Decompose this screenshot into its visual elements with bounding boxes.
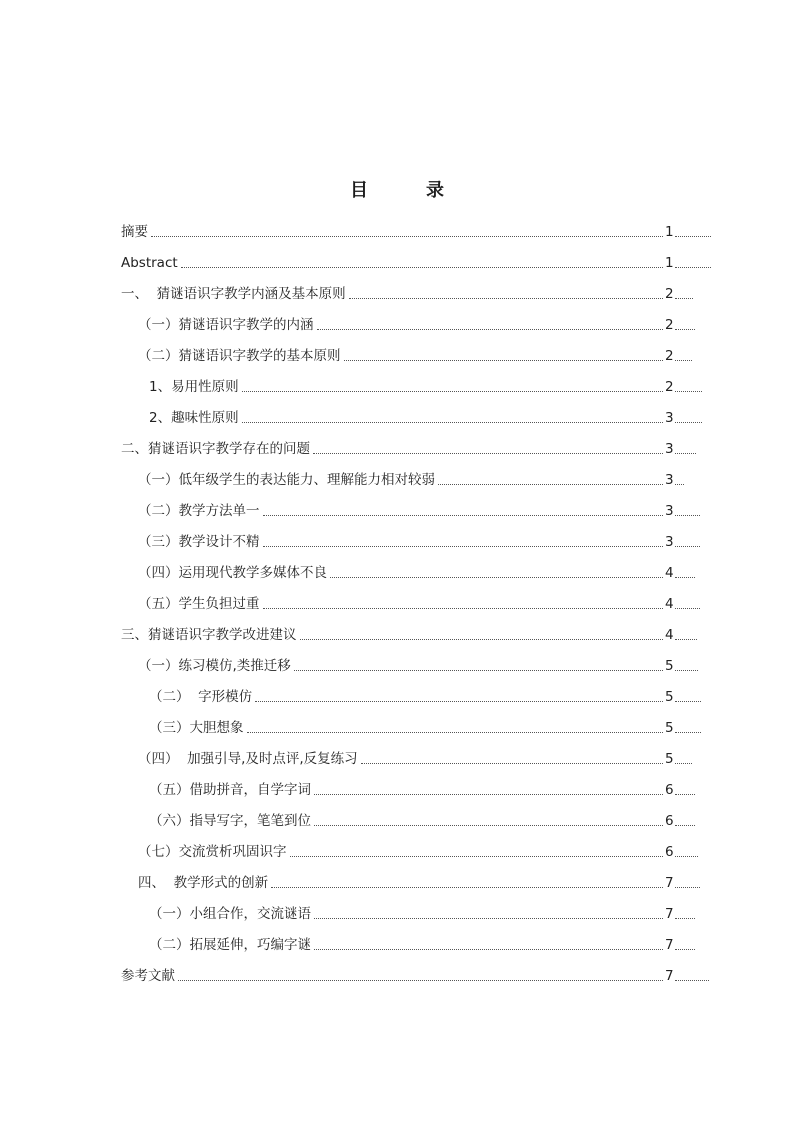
toc-entry[interactable] xyxy=(121,271,693,302)
toc-leader-dots xyxy=(263,607,664,609)
toc-leader-dots xyxy=(330,576,663,578)
toc-entry-label: 参考文献 xyxy=(121,968,175,984)
toc-trailing-dots xyxy=(675,948,695,950)
toc-entry[interactable] xyxy=(138,457,684,488)
toc-entry-label: （三）教学设计不精 xyxy=(138,534,260,550)
toc-leader-dots xyxy=(361,762,663,764)
toc-entry-page: 4 xyxy=(665,596,674,612)
toc-trailing-dots xyxy=(675,359,692,361)
toc-trailing-dots xyxy=(675,545,700,547)
toc-entry-page: 2 xyxy=(665,379,674,395)
toc-entry[interactable] xyxy=(149,922,695,953)
toc-leader-dots xyxy=(314,948,663,950)
toc-trailing-dots xyxy=(675,452,696,454)
toc-entry-label: （二）拓展延伸，巧编字谜 xyxy=(149,937,311,953)
toc-leader-dots xyxy=(271,886,663,888)
toc-entry[interactable] xyxy=(138,333,692,364)
toc-entry-page: 6 xyxy=(665,844,674,860)
toc-entry-label: （一）小组合作，交流谜语 xyxy=(149,906,311,922)
toc-entry[interactable] xyxy=(149,674,701,705)
toc-leader-dots xyxy=(300,638,664,640)
toc-entry[interactable] xyxy=(138,519,700,550)
toc-entry[interactable] xyxy=(138,860,700,891)
toc-leader-dots xyxy=(344,359,664,361)
toc-entry[interactable] xyxy=(121,953,709,984)
toc-entry-page: 1 xyxy=(665,224,674,240)
toc-entry-page: 3 xyxy=(665,441,674,457)
toc-entry-label: （二） 字形模仿 xyxy=(149,689,253,705)
toc-entry[interactable] xyxy=(149,891,695,922)
toc-trailing-dots xyxy=(675,328,695,330)
toc-entry-label: （一）练习模仿,类推迁移 xyxy=(138,658,291,674)
toc-entry-label: （二）猜谜语识字教学的基本原则 xyxy=(138,348,341,364)
toc-entry-page: 2 xyxy=(665,286,674,302)
toc-leader-dots xyxy=(242,390,663,392)
toc-entry-page: 2 xyxy=(665,317,674,333)
toc-entry-label: （五）学生负担过重 xyxy=(138,596,260,612)
toc-entry-label: （六）指导写字，笔笔到位 xyxy=(149,813,311,829)
toc-entry[interactable] xyxy=(149,798,695,829)
toc-leader-dots xyxy=(247,731,664,733)
toc-entry-label: 二、猜谜语识字教学存在的问题 xyxy=(121,441,310,457)
toc-trailing-dots xyxy=(675,824,695,826)
toc-entry-label: Abstract xyxy=(121,255,178,271)
toc-leader-dots xyxy=(242,421,663,423)
toc-trailing-dots xyxy=(675,483,684,485)
toc-trailing-dots xyxy=(675,576,695,578)
toc-entry-page: 7 xyxy=(665,937,674,953)
toc-entry-page: 4 xyxy=(665,627,674,643)
toc-entry-page: 6 xyxy=(665,813,674,829)
toc-entry[interactable] xyxy=(149,767,695,798)
toc-leader-dots xyxy=(263,514,664,516)
toc-leader-dots xyxy=(317,328,664,330)
toc-leader-dots xyxy=(438,483,663,485)
toc-entry-label: （四）运用现代教学多媒体不良 xyxy=(138,565,327,581)
toc-entry-label: （二）教学方法单一 xyxy=(138,503,260,519)
toc-trailing-dots xyxy=(675,669,698,671)
toc-entry-page: 4 xyxy=(665,565,674,581)
toc-entry-label: （七）交流赏析巩固识字 xyxy=(138,844,287,860)
toc-entry-page: 7 xyxy=(665,875,674,891)
toc-leader-dots xyxy=(314,917,663,919)
toc-trailing-dots xyxy=(675,638,697,640)
toc-trailing-dots xyxy=(675,235,711,237)
toc-trailing-dots xyxy=(675,421,702,423)
toc-entry[interactable] xyxy=(138,550,695,581)
toc-entry[interactable] xyxy=(121,209,711,240)
toc-entry[interactable] xyxy=(149,395,702,426)
toc-entry[interactable] xyxy=(138,643,698,674)
toc-leader-dots xyxy=(255,700,663,702)
toc-trailing-dots xyxy=(675,979,709,981)
toc-trailing-dots xyxy=(675,390,702,392)
toc-entry[interactable] xyxy=(121,240,711,271)
toc-entry-page: 7 xyxy=(665,906,674,922)
toc-trailing-dots xyxy=(675,700,701,702)
toc-leader-dots xyxy=(314,824,663,826)
toc-entry[interactable] xyxy=(121,612,697,643)
toc-entry[interactable] xyxy=(149,705,701,736)
toc-leader-dots xyxy=(181,266,663,268)
toc-entry-label: 一、 猜谜语识字教学内涵及基本原则 xyxy=(121,286,346,302)
toc-entry[interactable] xyxy=(138,302,695,333)
toc-entry-page: 3 xyxy=(665,410,674,426)
toc-entry-page: 5 xyxy=(665,720,674,736)
toc-entry-page: 3 xyxy=(665,472,674,488)
toc-trailing-dots xyxy=(675,607,700,609)
toc-trailing-dots xyxy=(675,793,695,795)
toc-trailing-dots xyxy=(675,297,693,299)
toc-entry-page: 5 xyxy=(665,689,674,705)
toc-entry[interactable] xyxy=(138,488,700,519)
toc-trailing-dots xyxy=(675,855,698,857)
toc-entry-label: （一）低年级学生的表达能力、理解能力相对较弱 xyxy=(138,472,435,488)
toc-entry-page: 2 xyxy=(665,348,674,364)
toc-entry[interactable] xyxy=(138,736,692,767)
toc-leader-dots xyxy=(313,452,663,454)
toc-trailing-dots xyxy=(675,731,701,733)
toc-entry-page: 7 xyxy=(665,968,674,984)
toc-trailing-dots xyxy=(675,886,700,888)
toc-entry[interactable] xyxy=(149,364,702,395)
toc-trailing-dots xyxy=(675,514,700,516)
toc-entry-page: 3 xyxy=(665,534,674,550)
toc-entry-label: 1、易用性原则 xyxy=(149,379,239,395)
toc-entry[interactable] xyxy=(121,426,696,457)
toc-entry[interactable] xyxy=(138,581,700,612)
toc-trailing-dots xyxy=(675,762,692,764)
toc-leader-dots xyxy=(290,855,664,857)
toc-leader-dots xyxy=(349,297,663,299)
toc-entry-page: 6 xyxy=(665,782,674,798)
toc-entry-label: （一）猜谜语识字教学的内涵 xyxy=(138,317,314,333)
toc-entry-page: 5 xyxy=(665,658,674,674)
toc-entry-page: 3 xyxy=(665,503,674,519)
toc-entry-label: 四、 教学形式的创新 xyxy=(138,875,269,891)
toc-leader-dots xyxy=(178,979,663,981)
toc-entry-page: 5 xyxy=(665,751,674,767)
toc-entry-label: 2、趣味性原则 xyxy=(149,410,239,426)
toc-leader-dots xyxy=(263,545,664,547)
toc-entry-label: 三、猜谜语识字教学改进建议 xyxy=(121,627,297,643)
toc-leader-dots xyxy=(151,235,663,237)
toc-entry[interactable] xyxy=(138,829,698,860)
toc-trailing-dots xyxy=(675,266,711,268)
toc-entry-label: （三）大胆想象 xyxy=(149,720,244,736)
toc-trailing-dots xyxy=(675,917,695,919)
toc-leader-dots xyxy=(314,793,663,795)
toc-title: 目 录 xyxy=(350,180,464,201)
toc-entry-label: （四） 加强引导,及时点评,反复练习 xyxy=(138,751,358,767)
toc-entry-page: 1 xyxy=(665,255,674,271)
toc-entry-label: 摘要 xyxy=(121,224,148,240)
toc-entry-label: （五）借助拼音，自学字词 xyxy=(149,782,311,798)
toc-leader-dots xyxy=(294,669,663,671)
